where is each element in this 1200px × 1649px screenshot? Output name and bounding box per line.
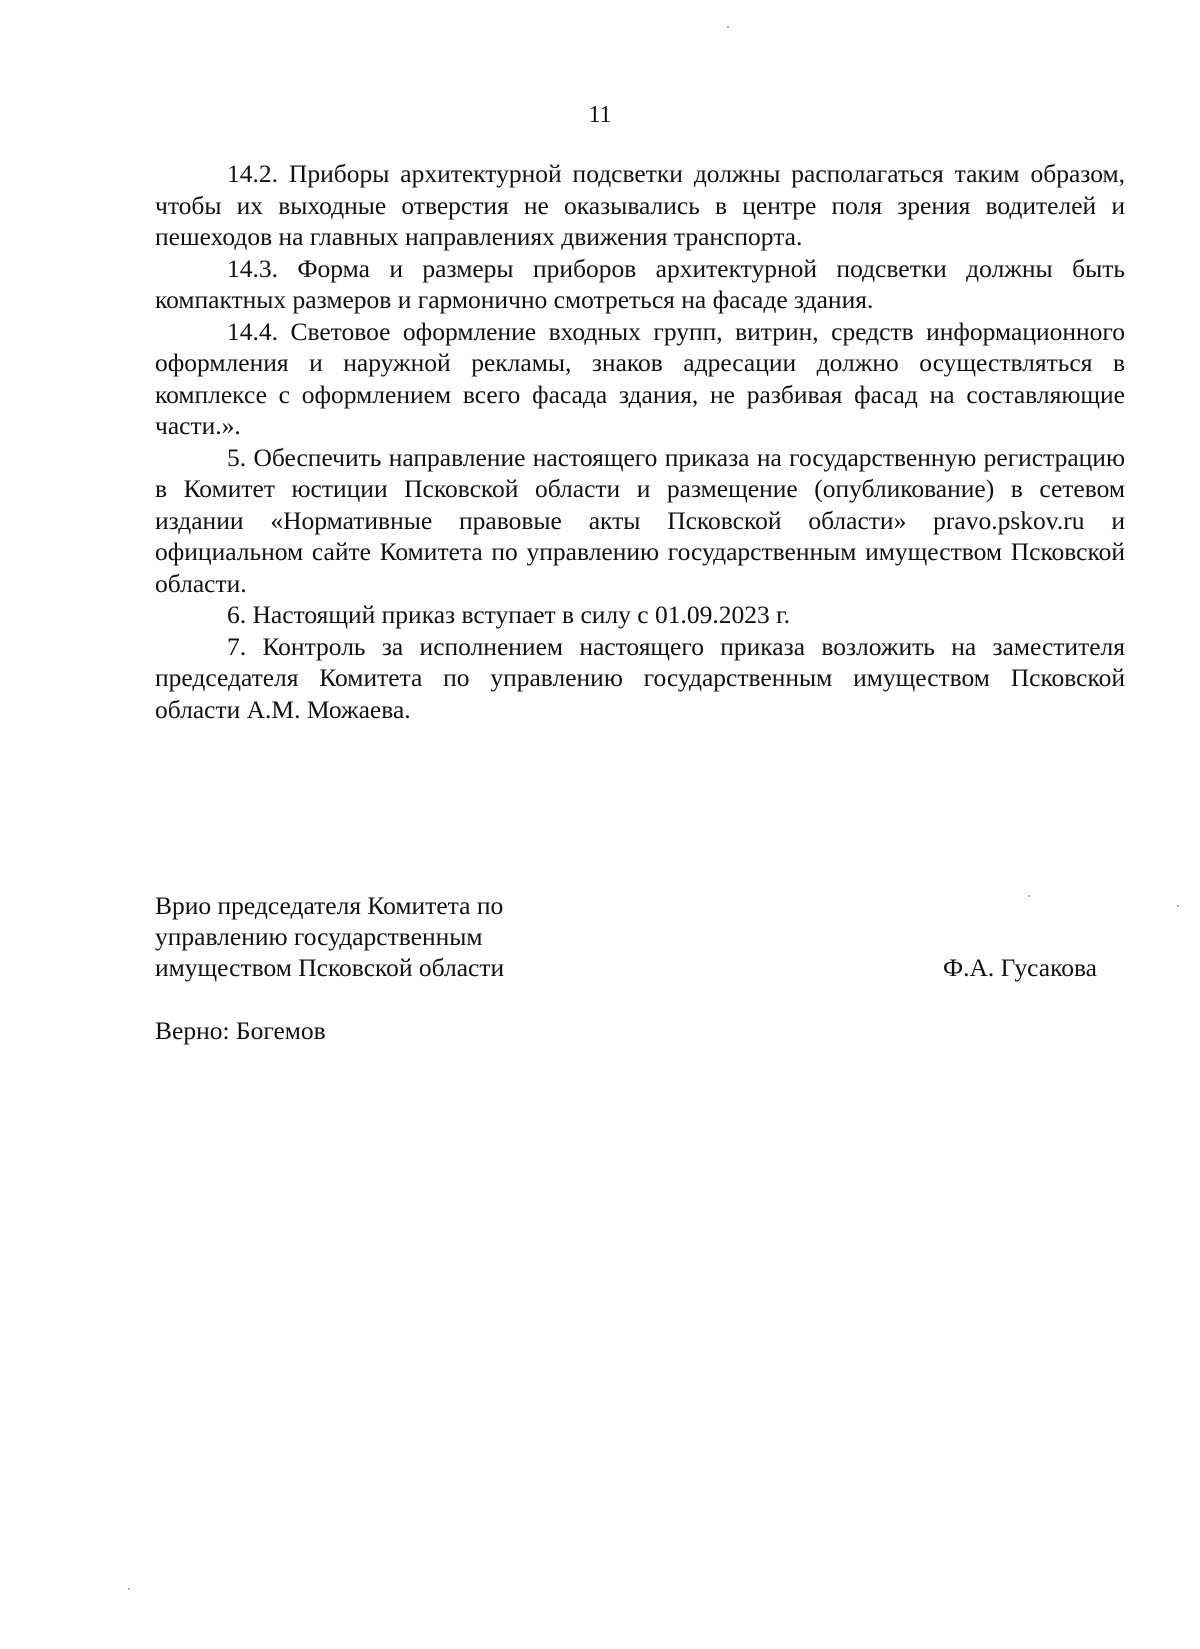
paragraph-7: 7. Контроль за исполнением настоящего приказа возложить на заместителя председателя Комитета по управлению государственным имуществом Псковской области А.М. Можаева. [155,631,1125,724]
paragraph-14-4: 14.4. Световое оформление входных групп, витрин, средств информационного оформления и наружной рекламы, знаков адресации должно осуществляться в комплексе с оформлением всего фасада здания, не разбивая фасад на составляющие части.». [155,316,1125,440]
signatory-title-line: имуществом Псковской области [155,953,505,982]
signatory-name: Ф.А. Гусакова [942,953,1097,982]
certification-note: Верно: Богемов [155,1016,326,1045]
scan-speck [128,1588,130,1590]
document-body [155,158,1125,725]
scan-speck [1028,895,1030,897]
paragraph-6: 6. Настоящий приказ вступает в силу с 01.09.2023 г. [227,600,791,629]
scan-speck [727,26,729,28]
signature-block [155,890,1125,983]
paragraph-14-3: 14.3. Форма и размеры приборов архитектурной подсветки должны быть компактных размеров и гармонично смотреться на фасаде здания. [155,253,1125,314]
scan-speck [1177,905,1179,907]
paragraph-5: 5. Обеспечить направление настоящего приказа на государственную регистрацию в Комитет юстиции Псковской области и размещение (опубликование) в сетевом издании «Нормативные правовые акты Псковской области» pravo.pskov.ru и официальном сайте Комитета по управлению государственным имуществом Псковской области. [155,442,1125,598]
signatory-title-line: управлению государственным [155,922,483,951]
page-number: 11 [588,102,612,128]
signatory-title-line: Врио председателя Комитета по [155,891,504,920]
paragraph-14-2: 14.2. Приборы архитектурной подсветки должны располагаться таким образом, чтобы их выходные отверстия не оказывались в центре поля зрения водителей и пешеходов на главных направлениях движения транспорта. [155,159,1125,251]
